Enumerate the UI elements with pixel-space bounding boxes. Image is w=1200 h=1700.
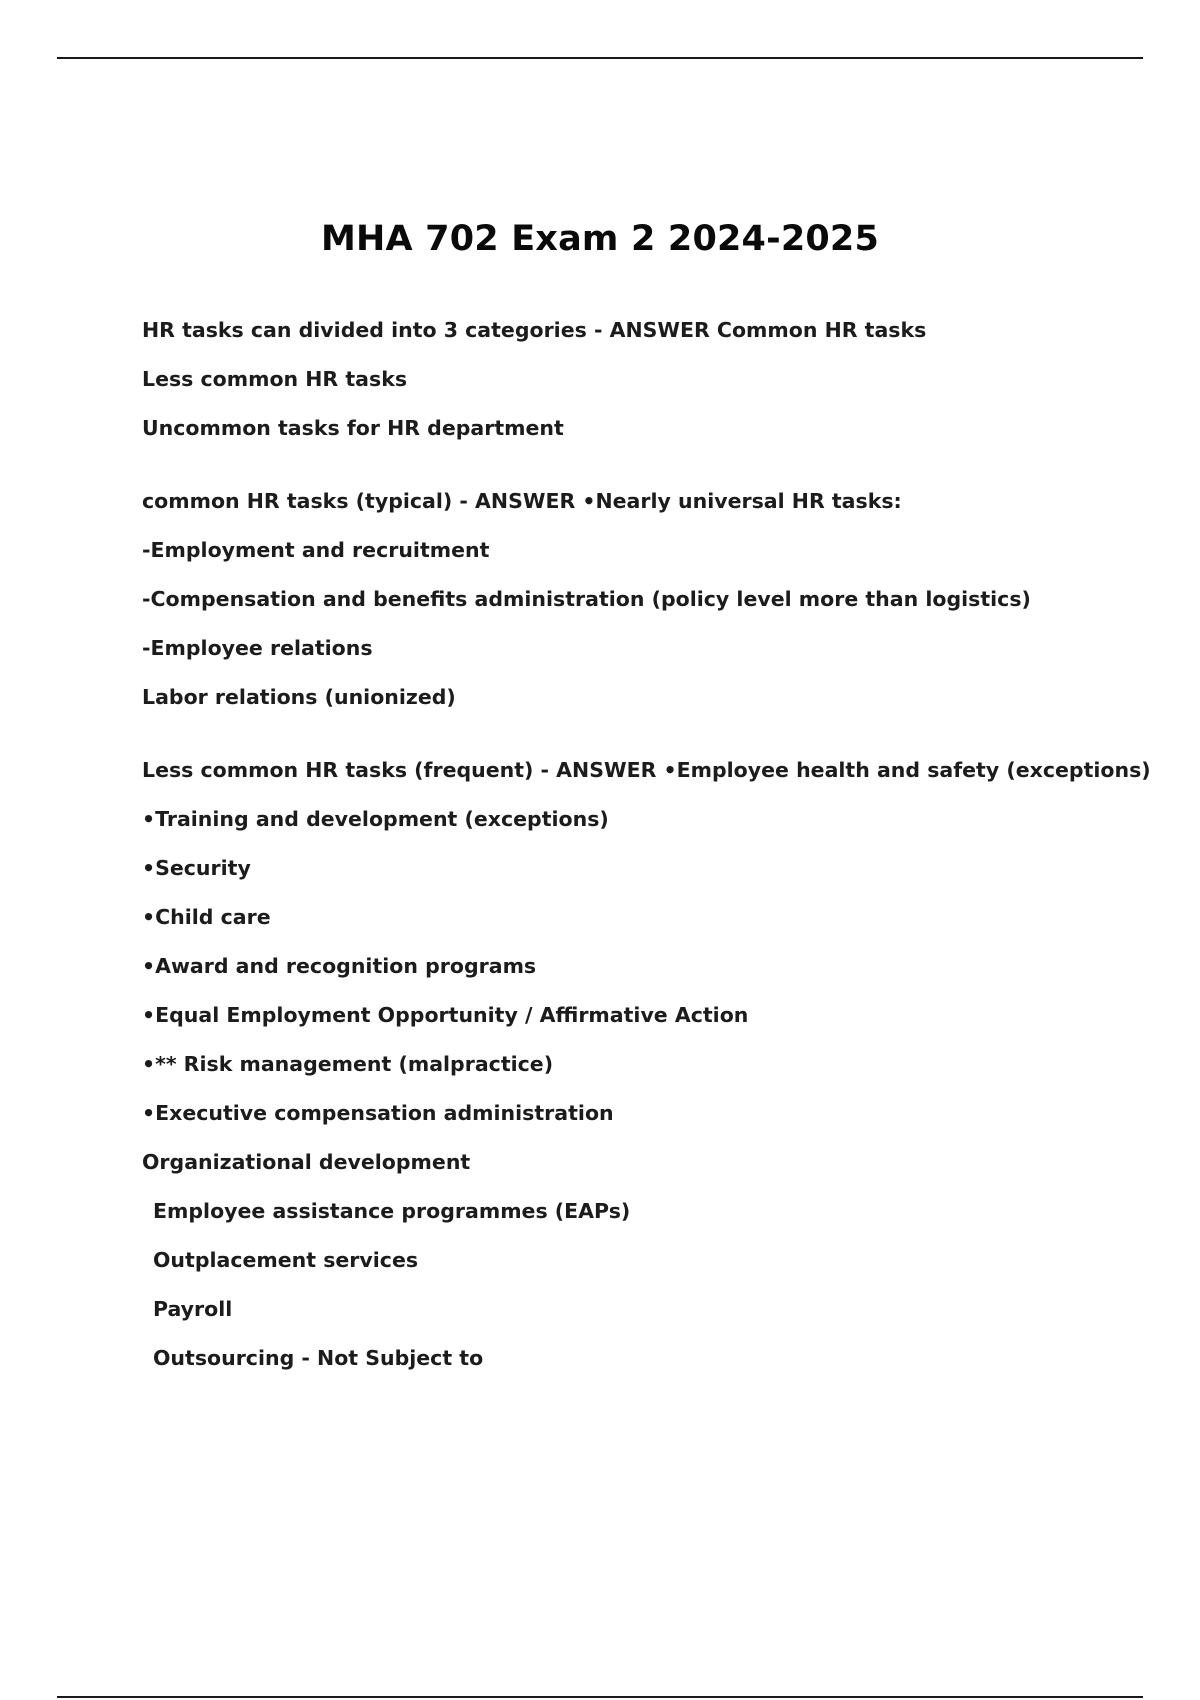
text-line: •Equal Employment Opportunity / Affirmative Action bbox=[142, 1003, 749, 1027]
text-line: common HR tasks (typical) - ANSWER •Nearly universal HR tasks: bbox=[142, 489, 902, 513]
document-title: MHA 702 Exam 2 2024-2025 bbox=[320, 219, 880, 260]
text-line: Payroll bbox=[153, 1297, 233, 1321]
text-line: •Child care bbox=[142, 905, 271, 929]
qa-block-common-hr-tasks bbox=[142, 489, 1142, 709]
text-line: •Award and recognition programs bbox=[142, 954, 537, 978]
text-line: HR tasks can divided into 3 categories - ANSWER Common HR tasks bbox=[142, 318, 927, 342]
text-line: •Training and development (exceptions) bbox=[142, 807, 609, 831]
text-line: Outsourcing - Not Subject to bbox=[153, 1346, 484, 1370]
text-line: •Security bbox=[142, 856, 251, 880]
text-line: Employee assistance programmes (EAPs) bbox=[153, 1199, 631, 1223]
text-line: -Employment and recruitment bbox=[142, 538, 490, 562]
document-body bbox=[142, 318, 1151, 1370]
text-line: Labor relations (unionized) bbox=[142, 685, 456, 709]
text-line: Outplacement services bbox=[153, 1248, 419, 1272]
qa-block-less-common-hr-tasks bbox=[142, 758, 1151, 1370]
qa-block-hr-categories bbox=[142, 318, 1142, 440]
top-rule bbox=[57, 57, 1143, 59]
text-line: •Executive compensation administration bbox=[142, 1101, 614, 1125]
text-line: -Compensation and benefits administration (policy level more than logistics) bbox=[142, 587, 1031, 611]
bottom-rule bbox=[57, 1696, 1143, 1698]
text-line: Uncommon tasks for HR department bbox=[142, 416, 564, 440]
text-line: •** Risk management (malpractice) bbox=[142, 1052, 554, 1076]
text-line: Less common HR tasks bbox=[142, 367, 408, 391]
text-line: Organizational development bbox=[142, 1150, 471, 1174]
text-line: Less common HR tasks (frequent) - ANSWER •Employee health and safety (exceptions) bbox=[142, 758, 1151, 782]
text-line: -Employee relations bbox=[142, 636, 373, 660]
